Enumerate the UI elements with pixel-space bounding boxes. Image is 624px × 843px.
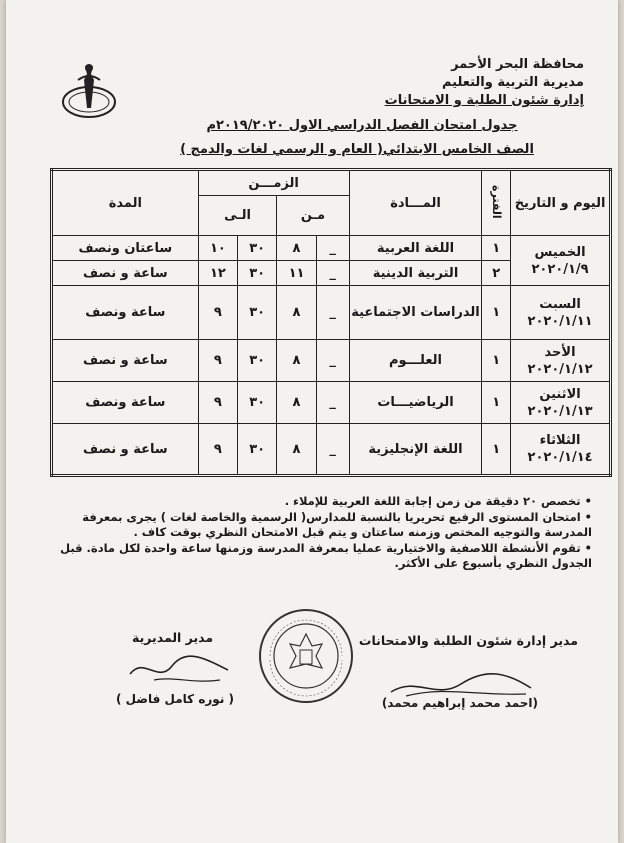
duration-cell: ساعة و نصف <box>52 261 199 286</box>
from-hour-cell: ١١ <box>277 261 316 286</box>
subject-cell: اللغة العربية <box>349 236 482 261</box>
signature-left-name: ( نوره كامل فاضل ) <box>116 692 234 706</box>
notes-list <box>46 494 592 572</box>
header-directorate: مديرية التربية والتعليم <box>441 75 584 90</box>
directorate-logo-icon <box>58 60 120 122</box>
day-cell <box>511 340 611 382</box>
day-name: السبت <box>539 296 581 312</box>
from-hour-cell: ٨ <box>277 424 316 476</box>
header-department: إدارة شئون الطلبة و الامتحانات <box>384 93 584 108</box>
subject-cell: التربية الدينية <box>349 261 482 286</box>
day-date: ٢٠٢٠/١/١٢ <box>527 361 593 377</box>
from-hour-cell: ٨ <box>277 286 316 340</box>
header-day-date: اليوم و التاريخ <box>511 170 611 236</box>
official-stamp-icon <box>256 606 356 706</box>
header-duration: المدة <box>52 170 199 236</box>
from-minute-cell: ٣٠ <box>238 236 277 261</box>
day-name: الخميس <box>534 244 586 260</box>
day-date: ٢٠٢٠/١/١٤ <box>527 450 593 465</box>
from-minute-cell: ٣٠ <box>238 340 277 382</box>
period-cell: ١ <box>482 382 511 424</box>
to-hour-cell: ٩ <box>198 340 237 382</box>
period-cell: ١ <box>482 286 511 340</box>
subject-cell: اللغة الإنجليزية <box>349 424 482 476</box>
to-hour-cell: ٩ <box>198 424 237 476</box>
duration-cell: ساعة ونصف <box>52 286 199 340</box>
from-minute-cell: ٣٠ <box>238 261 277 286</box>
from-minute-cell: ٣٠ <box>238 424 277 476</box>
from-minute-cell: ٣٠ <box>238 286 277 340</box>
subject-cell: العلـــوم <box>349 340 482 382</box>
dash-cell: _ <box>316 424 349 476</box>
period-cell: ١ <box>482 424 511 476</box>
from-hour-cell: ٨ <box>277 340 316 382</box>
dash-cell: _ <box>316 382 349 424</box>
header-to: الـى <box>198 196 277 236</box>
to-hour-cell: ٩ <box>198 382 237 424</box>
signature-right-title: مدير إدارة شئون الطلبة والامتحانات <box>358 633 578 648</box>
header-from: مـن <box>277 196 349 236</box>
note-item: • امتحان المستوى الرفيع تحريريا بالنسبة للمدارس( الرسمية والخاصة لغات ) يجرى بمعرفة المدرسة والتوجيه المختص وزمنه ساعتان و يتم قبل الامتحان النظري بوقت كاف . <box>82 510 592 539</box>
dash-cell: _ <box>316 261 349 286</box>
duration-cell: ساعة و نصف <box>52 424 199 476</box>
dash-cell: _ <box>316 340 349 382</box>
to-hour-cell: ١٠ <box>198 236 237 261</box>
note-item: • تخصص ٢٠ دقيقة من زمن إجابة اللغة العربية للإملاء . <box>284 494 592 508</box>
header-governorate: محافظة البحر الأحمر <box>451 57 584 72</box>
page-subtitle: الصف الخامس الابتدائي( العام و الرسمي لغات والدمج ) <box>180 142 534 157</box>
signature-left-title: مدير المديرية <box>132 630 214 645</box>
day-cell <box>511 382 611 424</box>
subject-cell: الرياضيـــات <box>349 382 482 424</box>
day-name: الثلاثاء <box>539 433 581 448</box>
to-hour-cell: ١٢ <box>198 261 237 286</box>
dash-cell: _ <box>316 236 349 261</box>
header-period: الفترة <box>482 170 511 236</box>
day-cell <box>511 424 611 476</box>
day-date: ٢٠٢٠/١/٩ <box>531 261 589 277</box>
from-hour-cell: ٨ <box>277 382 316 424</box>
signature-right-name: (احمد محمد إبراهيم محمد) <box>381 696 538 710</box>
period-cell: ٢ <box>482 261 511 286</box>
day-date: ٢٠٢٠/١/١١ <box>527 313 593 329</box>
period-cell: ١ <box>482 236 511 261</box>
note-item: • تقوم الأنشطة اللاصفية والاختيارية عمليا بمعرفة المدرسة وزمنها ساعة واحدة لكل مادة. قبل الجدول النظري بأسبوع على الأكثر. <box>60 541 592 570</box>
header-subject: المـــادة <box>349 170 482 236</box>
duration-cell: ساعة ونصف <box>52 382 199 424</box>
header-block <box>324 56 584 110</box>
day-cell <box>511 286 611 340</box>
day-date: ٢٠٢٠/١/١٣ <box>527 403 593 419</box>
exam-schedule-table <box>50 168 612 477</box>
from-hour-cell: ٨ <box>277 236 316 261</box>
duration-cell: ساعة و نصف <box>52 340 199 382</box>
signature-left-scribble-icon <box>124 650 234 690</box>
day-cell <box>511 236 611 286</box>
page-title: جدول امتحان الفصل الدراسي الاول ٢٠١٩/٢٠٢٠م <box>206 118 518 133</box>
document-page <box>6 0 618 843</box>
from-minute-cell: ٣٠ <box>238 382 277 424</box>
day-name: الاثنين <box>539 386 581 402</box>
subject-cell: الدراسات الاجتماعية <box>349 286 482 340</box>
duration-cell: ساعتان ونصف <box>52 236 199 261</box>
header-time: الزمـــن <box>198 170 349 196</box>
dash-cell: _ <box>316 286 349 340</box>
period-cell: ١ <box>482 340 511 382</box>
day-name: الأحد <box>544 344 576 360</box>
to-hour-cell: ٩ <box>198 286 237 340</box>
